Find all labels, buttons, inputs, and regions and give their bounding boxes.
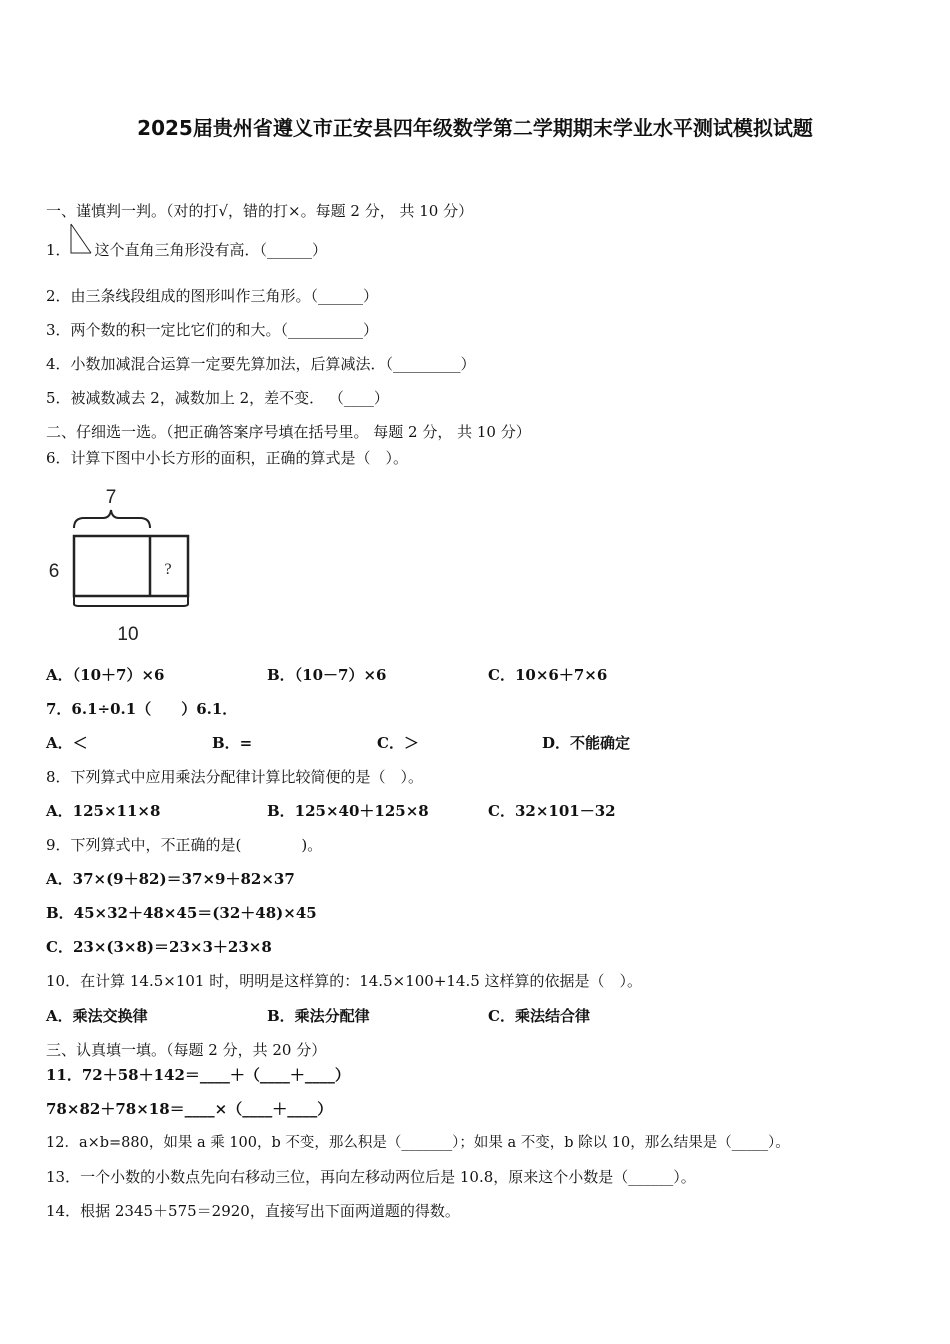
question-4: 4．小数加减混合运算一定要先算加法，后算减法．（_________） <box>46 355 476 373</box>
top-brace <box>74 510 150 528</box>
section2-heading: 二、仔细选一选。（把正确答案序号填在括号里。 每题 2 分， 共 10 分） <box>46 423 531 441</box>
q1-text: 这个直角三角形没有高．（______） <box>94 241 328 259</box>
q7-option-a[interactable]: A．＜ <box>46 734 88 752</box>
q6-option-a[interactable]: A．（10＋7）×6 <box>46 666 165 684</box>
question-12: 12．a×b=880，如果 a 乘 100，b 不变，那么积是（_______）；如果 a 不变，b 除以 10，那么结果是（_____）。 <box>46 1135 790 1151</box>
section3-heading: 三、认真填一填。（每题 2 分，共 20 分） <box>46 1041 327 1059</box>
q10-option-c[interactable]: C．乘法结合律 <box>488 1007 590 1025</box>
question-13: 13．一个小数的小数点先向右移动三位，再向左移动两位后是 10.8，原来这个小数是（______）。 <box>46 1168 696 1186</box>
question-11a: 11．72＋58＋142＝____＋（____＋____） <box>46 1066 350 1084</box>
q8-option-b[interactable]: B．125×40＋125×8 <box>267 802 429 820</box>
q9-option-c[interactable]: C．23×(3×8)＝23×3＋23×8 <box>46 938 272 956</box>
question-14: 14．根据 2345＋575＝2920，直接写出下面两道题的得数。 <box>46 1202 460 1220</box>
q10-option-a[interactable]: A．乘法交换律 <box>46 1007 148 1025</box>
q8-option-c[interactable]: C．32×101－32 <box>488 802 616 820</box>
page-title: 2025届贵州省遵义市正安县四年级数学第二学期期末学业水平测试模拟试题 <box>137 116 813 140</box>
q9-option-b[interactable]: B．45×32＋48×45＝(32＋48)×45 <box>46 904 317 922</box>
q7-option-d[interactable]: D．不能确定 <box>542 734 631 752</box>
question-11b: 78×82＋78×18＝____×（____＋____） <box>46 1100 333 1118</box>
q8-option-a[interactable]: A．125×11×8 <box>46 802 161 820</box>
bottom-brace <box>74 596 188 606</box>
question-7: 7．6.1÷0.1（ ）6.1． <box>46 700 238 718</box>
q6-option-c[interactable]: C．10×6＋7×6 <box>488 666 608 684</box>
question-5: 5．被减数减去 2，减数加上 2，差不变． （____） <box>46 389 389 407</box>
question-6: 6．计算下图中小长方形的面积，正确的算式是（ ）。 <box>46 449 409 467</box>
section1-heading: 一、谨慎判一判。（对的打√，错的打×。每题 2 分， 共 10 分） <box>46 202 474 220</box>
right-triangle-figure <box>68 222 94 256</box>
q6-option-b[interactable]: B．（10－7）×6 <box>267 666 387 684</box>
rectangle-figure <box>40 482 200 652</box>
question-8: 8．下列算式中应用乘法分配律计算比较简便的是（ ）。 <box>46 768 424 786</box>
q7-option-c[interactable]: C．＞ <box>377 734 419 752</box>
figure-top-label: 7 <box>105 487 117 508</box>
figure-left-label: 6 <box>48 561 60 582</box>
figure-bottom-label: 10 <box>117 624 139 645</box>
question-2: 2．由三条线段组成的图形叫作三角形。（______） <box>46 287 379 305</box>
q7-option-b[interactable]: B．= <box>212 734 253 752</box>
figure-inner-label: ? <box>164 561 172 578</box>
question-9: 9．下列算式中，不正确的是( )。 <box>46 836 323 854</box>
question-3: 3．两个数的积一定比它们的和大。（__________） <box>46 321 379 339</box>
question-10: 10．在计算 14.5×101 时，明明是这样算的：14.5×100+14.5 这样算的依据是（ ）。 <box>46 972 643 990</box>
q1-number: 1． <box>46 241 71 259</box>
q10-option-b[interactable]: B．乘法分配律 <box>267 1007 370 1025</box>
q9-option-a[interactable]: A．37×(9＋82)＝37×9＋82×37 <box>46 870 295 888</box>
